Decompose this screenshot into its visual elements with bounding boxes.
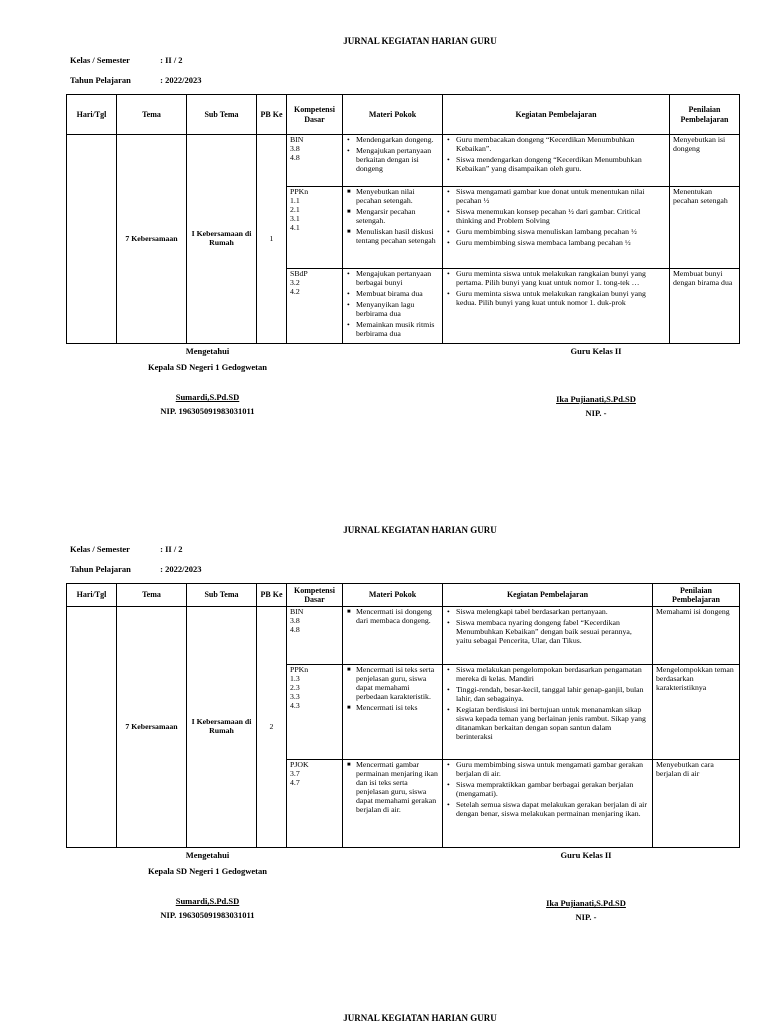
school-year-label: Tahun Pelajaran xyxy=(70,564,131,574)
list-item: • Siswa mengamati gambar kue donat untuk menentukan nilai pecahan ½ xyxy=(446,188,666,206)
list-item: • Mengajukan pertanyaan berkaitan dengan isi dongeng xyxy=(346,147,439,174)
known-by-label: Mengetahui xyxy=(185,850,230,860)
kegiatan-cell xyxy=(443,269,670,344)
materi-cell xyxy=(343,607,443,665)
header-materi: Materi Pokok xyxy=(343,584,443,607)
teacher-signature-block xyxy=(510,850,662,922)
list-item: • Guru membimbing siswa menuliskan lambang pecahan ½ xyxy=(446,228,666,237)
penilaian-cell: Menyebutkan cara berjalan di air xyxy=(653,760,740,848)
page-title: JURNAL KEGIATAN HARIAN GURU xyxy=(343,1013,497,1023)
materi-cell xyxy=(343,135,443,187)
list-item: ■ Mencermati isi teks serta penjelasan guru, siswa dapat memahami perbedaan karakteristik. xyxy=(346,666,439,702)
teacher-name: Ika Pujianati,S.Pd.SD xyxy=(556,394,636,404)
teacher-name: Ika Pujianati,S.Pd.SD xyxy=(546,898,626,908)
teacher-nip: NIP. - xyxy=(575,912,597,922)
list-item: ■ Mencermati gambar permainan menjaring ikan dan isi teks serta penjelasan guru, siswa dapat memahami gerakan berjalan di air. xyxy=(346,761,439,815)
day-cell xyxy=(67,135,117,344)
header-kd: Kompetensi Dasar xyxy=(287,584,343,607)
list-item: • Kegiatan berdiskusi ini bertujuan untuk menanamkan sikap siswa kepada teman yang berlainan jenis rambut. Sikap yang ditanamkan berkaitan dengan sopan santun dalam berinteraksi xyxy=(446,706,649,742)
principal-signature-block xyxy=(120,850,295,920)
penilaian-cell: Memahami isi dongeng xyxy=(653,607,740,665)
list-item: ■ Mencermati isi dongeng dari membaca dongeng. xyxy=(346,608,439,626)
theme-cell: 7 Kebersamaan xyxy=(117,607,187,848)
teacher-title: Guru Kelas II xyxy=(570,346,622,356)
kd-cell: SBdP 3.2 4.2 xyxy=(287,269,343,344)
principal-signature-block xyxy=(120,346,295,416)
header-day: Hari/Tgl xyxy=(67,584,117,607)
kd-cell: BIN 3.8 4.8 xyxy=(287,135,343,187)
table-row xyxy=(67,135,740,187)
class-semester-line xyxy=(70,55,183,65)
penilaian-cell: Menyebutkan isi dongeng xyxy=(670,135,740,187)
list-item: • Tinggi-rendah, besar-kecil, tanggal lahir genap-ganjil, bulan lahir, dan sebagainya. xyxy=(446,686,649,704)
list-item: • Mendengarkan dongeng. xyxy=(346,136,439,145)
pb-cell: 2 xyxy=(257,607,287,848)
class-semester-line xyxy=(70,544,183,554)
kegiatan-cell xyxy=(443,760,653,848)
page-title: JURNAL KEGIATAN HARIAN GURU xyxy=(343,525,497,535)
day-cell xyxy=(67,607,117,848)
list-item: ■ Mencermati isi teks xyxy=(346,704,439,713)
header-materi: Materi Pokok xyxy=(343,95,443,135)
materi-cell xyxy=(343,760,443,848)
kegiatan-cell xyxy=(443,135,670,187)
teacher-title: Guru Kelas II xyxy=(560,850,612,860)
header-theme: Tema xyxy=(117,95,187,135)
page-title: JURNAL KEGIATAN HARIAN GURU xyxy=(343,36,497,46)
kegiatan-cell xyxy=(443,607,653,665)
penilaian-cell: Mengelompokkan teman berdasarkan karakteristiknya xyxy=(653,665,740,760)
header-day: Hari/Tgl xyxy=(67,95,117,135)
materi-cell xyxy=(343,187,443,269)
list-item: • Guru membimbing siswa membaca lambang pecahan ½ xyxy=(446,239,666,248)
principal-name: Sumardi,S.Pd.SD xyxy=(175,392,240,402)
table-header-row xyxy=(67,95,740,135)
kd-cell: PPKn 1.1 2.1 3.1 4.1 xyxy=(287,187,343,269)
header-subtheme: Sub Tema xyxy=(187,584,257,607)
journal-table xyxy=(66,94,740,344)
list-item: • Membuat birama dua xyxy=(346,290,439,299)
list-item: • Mengajukan pertanyaan berbagai bunyi xyxy=(346,270,439,288)
list-item: ■ Mengarsir pecahan setengah. xyxy=(346,208,439,226)
kegiatan-cell xyxy=(443,187,670,269)
subtheme-cell: I Kebersamaan di Rumah xyxy=(187,135,257,344)
list-item: • Memainkan musik ritmis berbirama dua xyxy=(346,321,439,339)
list-item: • Siswa melakukan pengelompokan berdasarkan pengamatan mereka di kelas. Mandiri xyxy=(446,666,649,684)
list-item: • Menyanyikan lagu berbirama dua xyxy=(346,301,439,319)
list-item: • Siswa menemukan konsep pecahan ½ dari gambar. Critical thinking and Problem Solving xyxy=(446,208,666,226)
list-item: • Siswa melengkapi tabel berdasarkan pertanyaan. xyxy=(446,608,649,617)
header-pb: PB Ke xyxy=(257,584,287,607)
school-year-line xyxy=(70,75,201,85)
list-item: • Siswa membaca nyaring dongeng fabel “Kecerdikan Menumbuhkan Kebaikan” dengan baik sesuai perannya, yaitu sebagai Pencerita, Ular, dan Tikus. xyxy=(446,619,649,646)
table-row xyxy=(67,607,740,665)
known-by-label: Mengetahui xyxy=(185,346,230,356)
list-item: • Guru meminta siswa untuk melakukan rangkaian bunyi yang kedua. Pilih bunyi yang kuat untuk nomor 1. duk-prok xyxy=(446,290,666,308)
principal-title: Kepala SD Negeri 1 Gedogwetan xyxy=(148,866,267,876)
kd-cell: BIN 3.8 4.8 xyxy=(287,607,343,665)
header-penilaian: Penilaian Pembelajaran xyxy=(670,95,740,135)
penilaian-cell: Menentukan pecahan setengah xyxy=(670,187,740,269)
list-item: • Siswa mendengarkan dongeng “Kecerdikan Menumbuhkan Kebaikan” yang disampaikan oleh guru. xyxy=(446,156,666,174)
class-semester-label: Kelas / Semester xyxy=(70,544,130,554)
school-year-value: : 2022/2023 xyxy=(160,564,202,574)
table-header-row xyxy=(67,584,740,607)
materi-cell xyxy=(343,269,443,344)
list-item: ■ Menyebutkan nilai pecahan setengah. xyxy=(346,188,439,206)
class-semester-label: Kelas / Semester xyxy=(70,55,130,65)
header-kegiatan: Kegiatan Pembelajaran xyxy=(443,95,670,135)
school-year-value: : 2022/2023 xyxy=(160,75,202,85)
principal-name: Sumardi,S.Pd.SD xyxy=(175,896,240,906)
class-semester-value: : II / 2 xyxy=(160,55,183,65)
teacher-signature-block xyxy=(520,346,672,418)
theme-cell: 7 Kebersamaan xyxy=(117,135,187,344)
principal-title: Kepala SD Negeri 1 Gedogwetan xyxy=(148,362,267,372)
list-item: ■ Menuliskan hasil diskusi tentang pecahan setengah xyxy=(346,228,439,246)
materi-cell xyxy=(343,665,443,760)
header-kd: Kompetensi Dasar xyxy=(287,95,343,135)
pb-cell: 1 xyxy=(257,135,287,344)
school-year-line xyxy=(70,564,201,574)
list-item: • Setelah semua siswa dapat melakukan gerakan berjalan di air dengan benar, siswa melakukan permainan menjaring ikan. xyxy=(446,801,649,819)
principal-nip: NIP. 196305091983031011 xyxy=(160,910,255,920)
subtheme-cell: I Kebersamaan di Rumah xyxy=(187,607,257,848)
header-penilaian: Penilaian Pembelajaran xyxy=(653,584,740,607)
list-item: • Guru meminta siswa untuk melakukan rangkaian bunyi yang pertama. Pilih bunyi yang kuat untuk nomor 1. tong-tek … xyxy=(446,270,666,288)
class-semester-value: : II / 2 xyxy=(160,544,183,554)
school-year-label: Tahun Pelajaran xyxy=(70,75,131,85)
principal-nip: NIP. 196305091983031011 xyxy=(160,406,255,416)
kd-cell: PPKn 1.3 2.3 3.3 4.3 xyxy=(287,665,343,760)
list-item: • Guru membimbing siswa untuk mengamati gambar gerakan berjalan di air. xyxy=(446,761,649,779)
header-pb: PB Ke xyxy=(257,95,287,135)
list-item: • Guru membacakan dongeng “Kecerdikan Menumbuhkan Kebaikan”. xyxy=(446,136,666,154)
header-theme: Tema xyxy=(117,584,187,607)
teacher-nip: NIP. - xyxy=(585,408,607,418)
kegiatan-cell xyxy=(443,665,653,760)
journal-table xyxy=(66,583,740,848)
list-item: • Siswa mempraktikkan gambar berbagai gerakan berjalan (mengamati). xyxy=(446,781,649,799)
header-subtheme: Sub Tema xyxy=(187,95,257,135)
header-kegiatan: Kegiatan Pembelajaran xyxy=(443,584,653,607)
kd-cell: PJOK 3.7 4.7 xyxy=(287,760,343,848)
penilaian-cell: Membuat bunyi dengan birama dua xyxy=(670,269,740,344)
